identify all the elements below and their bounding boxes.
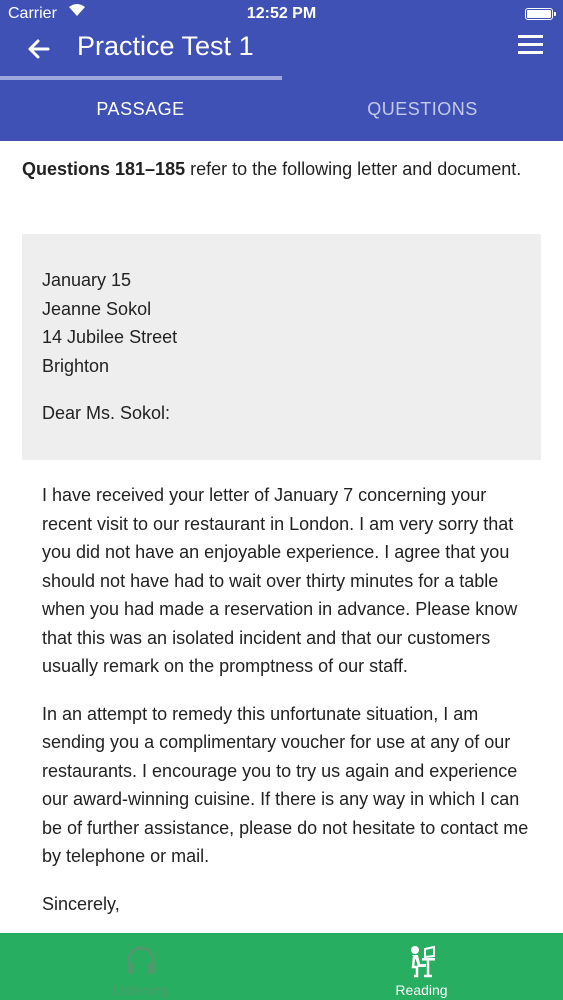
bottom-nav [0, 933, 563, 1000]
nav-listening[interactable] [0, 933, 281, 1000]
nav-reading-label: Reading [395, 982, 448, 998]
letter-date: January 15 [42, 270, 132, 290]
carrier-label: Carrier [8, 5, 57, 22]
letterhead-box [22, 234, 541, 460]
app-bar [0, 28, 563, 80]
nav-listening-label: Listening [112, 982, 169, 998]
recipient-name: Jeanne Sokol [42, 298, 152, 319]
battery-icon [525, 8, 553, 20]
tab-passage[interactable]: PASSAGE [96, 99, 185, 119]
salutation: Dear Ms. Sokol: [42, 403, 171, 423]
page-title: Practice Test 1 [77, 31, 254, 61]
intro-question-range: Questions 181–185 [22, 159, 186, 179]
arrow-left-icon[interactable] [24, 34, 54, 64]
recipient-street: 14 Jubilee Street [42, 327, 178, 347]
headphones-icon [123, 943, 159, 979]
tab-bar [0, 76, 563, 141]
letter-paragraph: In an attempt to remedy this unfortunate situation, I am sending you a complimentary voucher for use at any of our restaurants. I encourage you to try us again and experience our award-winning cuisine. If there is any way in which I can be of further assistance, please do not hesitate to contact me by telephone or mail. [42, 703, 529, 866]
tab-questions[interactable]: QUESTIONS [367, 99, 478, 119]
nav-reading[interactable] [281, 933, 562, 1000]
letter-body [42, 481, 532, 933]
passage-intro [22, 155, 532, 183]
passage-content[interactable] [0, 141, 563, 933]
recipient-city: Brighton [42, 355, 110, 376]
reading-person-icon [404, 943, 440, 979]
intro-text: refer to the following letter and document. [185, 159, 522, 179]
letter-paragraph: I have received your letter of January 7 concerning your recent visit to our restaurant in London. I am very sorry that you did not have an enjoyable experience. I agree that you should not have had to wait over thirty minutes for a table when you had made a reservation in advance. Please know that this was an isolated incident and that our customers usually remark on the promptness of our staff. [42, 485, 518, 676]
hamburger-menu-icon[interactable] [517, 32, 545, 60]
status-time: 12:52 PM [246, 5, 317, 22]
letter-closing: Sincerely, [42, 893, 120, 914]
